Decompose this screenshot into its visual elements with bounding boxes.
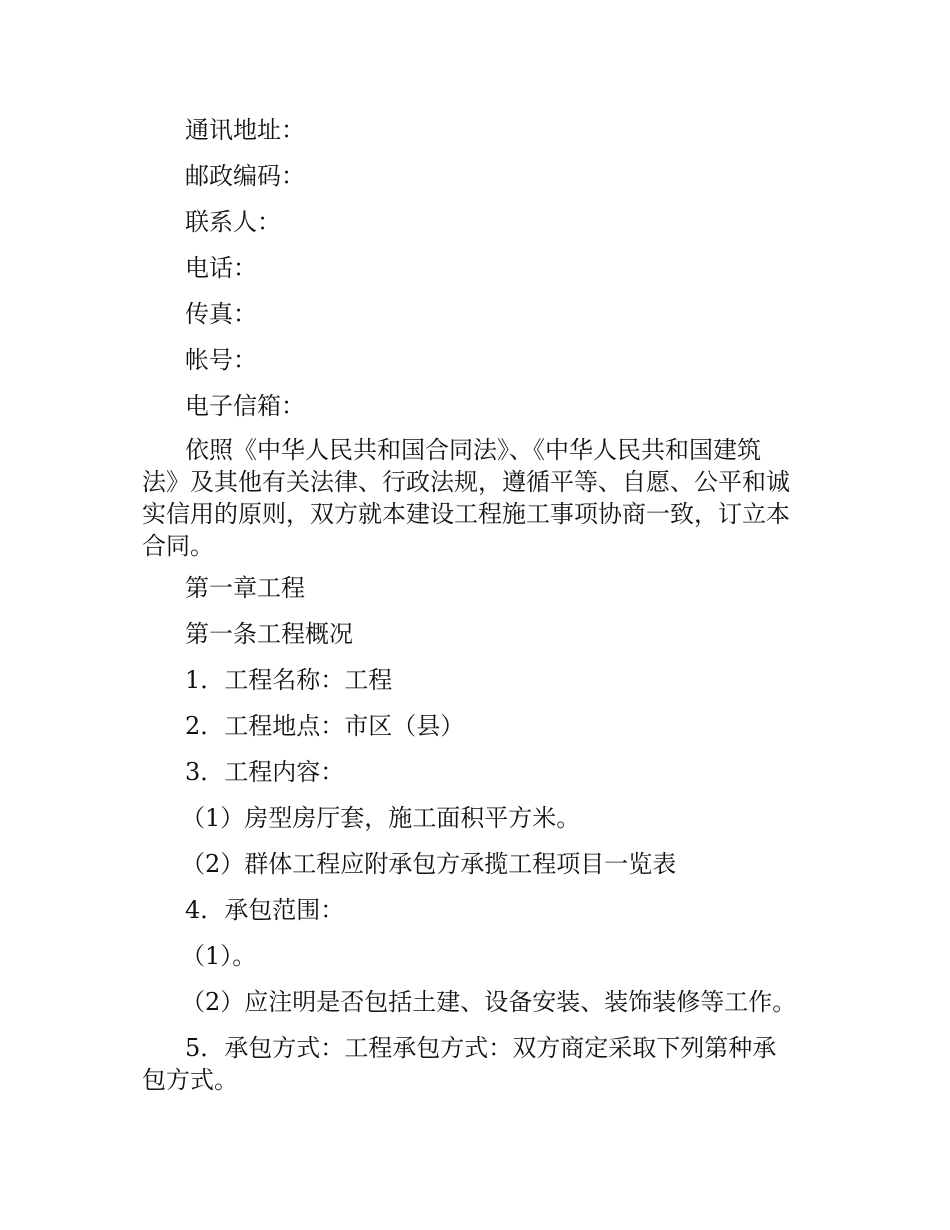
- chapter-title: 第一章工程: [185, 574, 305, 602]
- field-email: 电子信箱：: [185, 392, 305, 420]
- field-postal-code: 邮政编码：: [185, 162, 305, 190]
- item-project-content: 3．工程内容：: [185, 758, 345, 786]
- item-content-sub-1: （1）房型房厅套，施工面积平方米。: [181, 804, 581, 832]
- field-contact-person: 联系人：: [185, 208, 281, 236]
- item-scope: 4．承包范围：: [185, 896, 345, 924]
- item-project-name: 1．工程名称：工程: [185, 666, 393, 694]
- article-title: 第一条工程概况: [185, 620, 353, 648]
- field-account: 帐号：: [185, 346, 257, 374]
- item-contract-mode-line-1: 5．承包方式：工程承包方式：双方商定采取下列第种承: [185, 1034, 777, 1062]
- preamble-line-2: 法》及其他有关法律、行政法规，遵循平等、自愿、公平和诚: [142, 468, 790, 496]
- item-contract-mode-line-2: 包方式。: [142, 1066, 238, 1094]
- item-scope-sub-2: （2）应注明是否包括土建、设备安装、装饰装修等工作。: [181, 988, 797, 1016]
- field-fax: 传真：: [185, 300, 257, 328]
- field-phone: 电话：: [185, 254, 257, 282]
- preamble-line-1: 依照《中华人民共和国合同法》、《中华人民共和国建筑: [185, 436, 761, 464]
- field-address: 通讯地址：: [185, 116, 305, 144]
- item-project-location: 2．工程地点：市区（县）: [185, 712, 465, 740]
- item-content-sub-2: （2）群体工程应附承包方承揽工程项目一览表: [181, 850, 677, 878]
- preamble-line-4: 合同。: [142, 532, 214, 560]
- item-scope-sub-1: （1）。: [181, 942, 257, 970]
- preamble-line-3: 实信用的原则，双方就本建设工程施工事项协商一致，订立本: [142, 500, 790, 528]
